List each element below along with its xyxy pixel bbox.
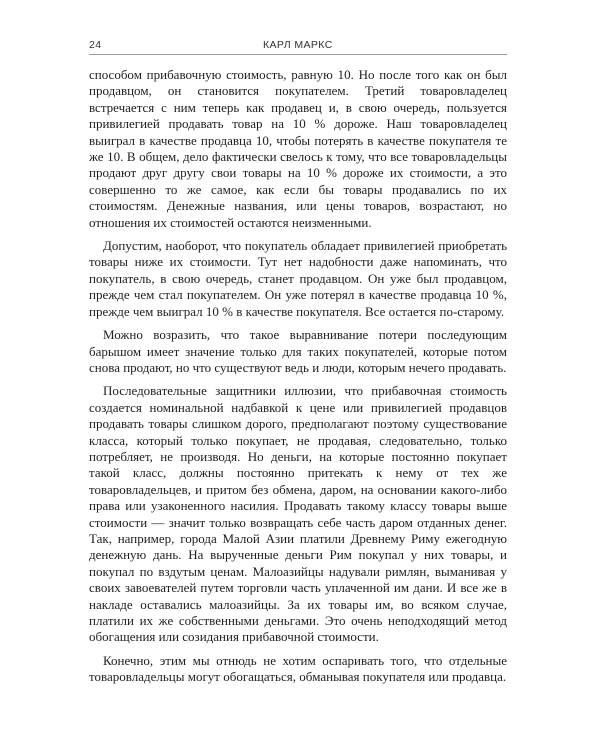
paragraph-4: Последовательные защитники иллюзии, что прибавочная стоимость создается номинальной надбавкой к цене или привилегией продавцов продавать товары слишком дорого, предполагают поэтому существование класса, который только покупает, не продавая, следовательно, только потребляет, не производя. Но деньги, на которые постоянно покупает такой класс, должны постоянно притекать к нему от тех же товаровладельцев, и притом без обмена, даром, на основании какого-либо права или узаконенного насилия. Продавать такому классу товары выше стоимости — значит только возвращать себе часть даром отданных денег. Так, например, города Малой Азии платили Древнему Риму ежегодную денежную дань. На вырученные деньги Рим покупал у них товары, и покупал по вздутым ценам. Малоазийцы надували римлян, выманивая у своих завоевателей путем торговли часть уплаченной им дани. И все же в накладе оставались малоазийцы. За их товары им, во всяком случае, платили их же собственными деньгами. Это очень неподходящий метод обогащения или созидания прибавочной стоимости.: [89, 383, 507, 645]
paragraph-1: способом прибавочную стоимость, равную 10. Но после того как он был продавцом, он становится покупателем. Третий товаровладелец встречается с ним теперь как продавец и, в свою очередь, пользуется привилегией продавать товар на 10 % дороже. Наш товаровладелец выиграл в качестве продавца 10, чтобы потерять в качестве покупателя те же 10. В общем, дело фактически свелось к тому, что все товаровладельцы продают друг другу свои товары на 10 % дороже их стоимости, а это совершенно то же самое, как если бы товары продавались по их стоимостям. Денежные названия, или цены товаров, возрастают, но отношения их стоимостей остаются неизменными.: [89, 67, 507, 230]
page-number: 24: [89, 39, 102, 51]
paragraph-2: Допустим, наоборот, что покупатель обладает привилегией приобретать товары ниже их стоимости. Тут нет надобности даже напоминать, что покупатель, в свою очередь, станет продавцом. Он уже был продавцом, прежде чем стал покупателем. Он уже потерял в качестве продавца 10 %, прежде чем выиграл 10 % в качестве покупателя. Все остается по-старому.: [89, 238, 507, 319]
running-title: КАРЛ МАРКС: [263, 39, 333, 51]
paragraph-5: Конечно, этим мы отнюдь не хотим оспаривать того, что отдельные товаровладельцы могут обогащаться, обманывая покупателя или продавца.: [89, 652, 507, 685]
page-header: [89, 34, 507, 55]
body-text: [89, 67, 507, 693]
paragraph-3: Можно возразить, что такое выравнивание потери последующим барышом имеет значение только для таких покупателей, которые потом снова продают, но что существуют ведь и люди, которым нечего продавать.: [89, 327, 507, 375]
